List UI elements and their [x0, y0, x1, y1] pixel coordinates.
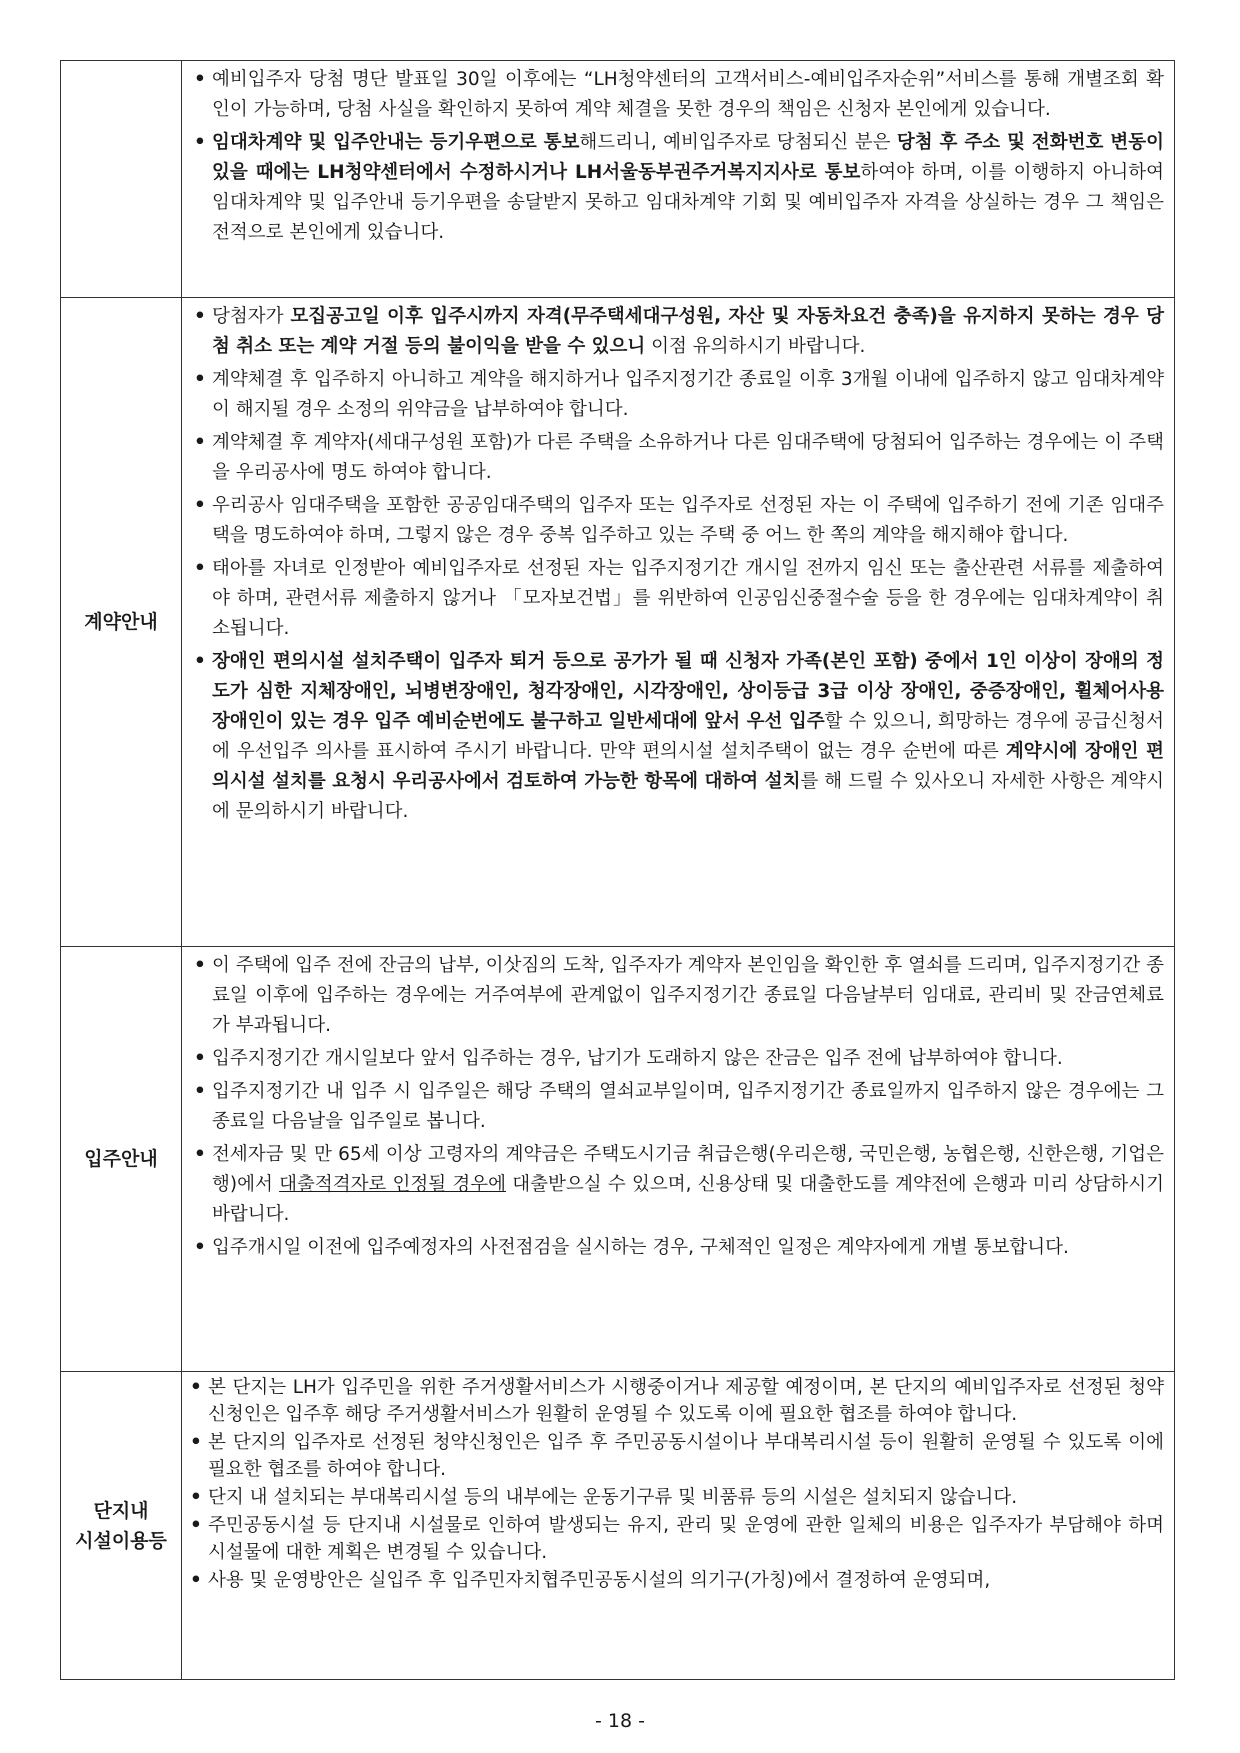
- bullet-text: 전세자금 및 만 65세 이상 고령자의 계약금은 주택도시기금 취급은행(우리은행, 국민은행, 농협은행, 신한은행, 기업은행)에서: [212, 1144, 1164, 1195]
- bullet-text: 계약체결 후 계약자(세대구성원 포함)가 다른 주택을 소유하거나 다른 임대주택에 당첨되어 입주하는 경우에는 이 주택을 우리공사에 명도 하여야 합니다.: [212, 432, 1164, 483]
- bullet-text: 본 단지는 LH가 입주민을 위한 주거생활서비스가 시행중이거나 제공할 예정이며, 본 단지의 예비입주자로 선정된 청약신청인은 입주후 해당 주거생활서비스가 원활히 운영될 수 있도록 이에 필요한 협조를 하여야 합니다.: [208, 1377, 1164, 1425]
- bullet-item: [190, 491, 1164, 551]
- bullet-text: 예비입주자 당첨 명단 발표일 30일 이후에는 “LH청약센터의 고객서비스-예비입주자순위”서비스를 통해 개별조회 확인이 가능하며, 당첨 사실을 확인하지 못하여 계약 체결을 못한 경우의 책임은 신청자 본인에게 있습니다.: [212, 69, 1164, 120]
- bullet-item: [190, 647, 1164, 827]
- bullet-item: [190, 1567, 1164, 1594]
- bullet-text: 계약체결 후 입주하지 아니하고 계약을 해지하거나 입주지정기간 종료일 이후 3개월 이내에 입주하지 않고 임대차계약이 해지될 경우 소정의 위약금을 납부하여야 합니다.: [212, 369, 1164, 420]
- bullet-item: [190, 554, 1164, 644]
- bullet-text: 장애인 편의시설 설치주택이 입주자 퇴거 등으로 공가가 될 때 신청자 가족(본인 포함) 중에서 1인 이상이 장애의 정도가 심한 지체장애인, 뇌병변장애인, 청각장애인, 시각장애인, 상이등급 3급 이상 장애인, 중증장애인, 휠체어사용 장애인이 있는 경우 입주 예비순번에도 불구하고 일반세대에 앞서 우선 입주: [212, 651, 1164, 732]
- section-row: [61, 298, 1175, 947]
- section-row: [61, 947, 1175, 1372]
- section-content: [182, 61, 1175, 298]
- bullet-text: 당첨자가: [212, 306, 291, 327]
- bullet-text: 사용 및 운영방안은 실입주 후 입주민자치협주민공동시설의 의기구(가칭)에서 결정하여 운영되며,: [208, 1570, 991, 1591]
- bullet-text: 를 해 드릴 수 있사오니 자세한 사항은 계약시에 문의하시기 바랍니다.: [212, 771, 1164, 822]
- section-label: [61, 61, 182, 298]
- page-number: - 18 -: [595, 1710, 645, 1732]
- bullet-item: [190, 128, 1164, 248]
- bullet-item: [190, 1233, 1164, 1263]
- bullet-text: 태아를 자녀로 인정받아 예비입주자로 선정된 자는 입주지정기간 개시일 전까지 임신 또는 출산관련 서류를 제출하여야 하며, 관련서류 제출하지 않거나 「모자보건법」를 위반하여 인공임신중절수술 등을 한 경우에는 임대차계약이 취소됩니다.: [212, 558, 1164, 639]
- section-content: [182, 1372, 1175, 1680]
- bullet-text: 임대차계약 및 입주안내는 등기우편으로 통보: [212, 132, 580, 153]
- bullet-item: [190, 1044, 1164, 1074]
- notice-table: [60, 60, 1175, 1680]
- section-content: [182, 947, 1175, 1372]
- section-row: [61, 61, 1175, 298]
- bullet-item: [190, 65, 1164, 125]
- section-content: [182, 298, 1175, 947]
- bullet-text: 입주개시일 이전에 입주예정자의 사전점검을 실시하는 경우, 구체적인 일정은 계약자에게 개별 통보합니다.: [212, 1237, 1069, 1258]
- bullet-text: 우리공사 임대주택을 포함한 공공임대주택의 입주자 또는 입주자로 선정된 자는 이 주택에 입주하기 전에 기존 임대주택을 명도하여야 하며, 그렇지 않은 경우 중복 입주하고 있는 주택 중 어느 한 쪽의 계약을 해지해야 합니다.: [212, 495, 1164, 546]
- bullet-item: [190, 1140, 1164, 1230]
- bullet-text: 주민공동시설 등 단지내 시설물로 인하여 발생되는 유지, 관리 및 운영에 관한 일체의 비용은 입주자가 부담해야 하며 시설물에 대한 계획은 변경될 수 있습니다.: [208, 1515, 1165, 1563]
- bullet-item: [190, 428, 1164, 488]
- bullet-text: 모집공고일 이후 입주시까지 자격(무주택세대구성원, 자산 및 자동차요건 충족)을 유지하지 못하는 경우 당첨 취소 또는 계약 거절 등의 불이익을 받을 수 있으니: [212, 306, 1164, 357]
- bullet-text: 이점 유의하시기 바랍니다.: [645, 336, 866, 357]
- section-row: [61, 1372, 1175, 1680]
- bullet-item: [190, 1512, 1164, 1566]
- bullet-text: 입주지정기간 내 입주 시 입주일은 해당 주택의 열쇠교부일이며, 입주지정기간 종료일까지 입주하지 않은 경우에는 그 종료일 다음날을 입주일로 봅니다.: [212, 1081, 1164, 1132]
- bullet-text: 당첨 후 주소 및 전화번호 변동이 있을 때에는 LH청약센터에서 수정하시거나 LH서울동부권주거복지지사로 통보: [212, 132, 1164, 183]
- bullet-item: [190, 1429, 1164, 1483]
- bullet-text: 할 수 있으니, 희망하는 경우에 공급신청서에 우선입주 의사를 표시하여 주시기 바랍니다. 만약 편의시설 설치주택이 없는 경우 순번에 따른: [212, 711, 1164, 762]
- bullet-text: 해드리니, 예비입주자로 당첨되신 분은: [579, 132, 897, 153]
- bullet-item: [190, 365, 1164, 425]
- bullet-text: 계약시에 장애인 편의시설 설치를 요청시 우리공사에서 검토하여 가능한 항목에 대하여 설치: [212, 741, 1164, 792]
- bullet-text: 본 단지의 입주자로 선정된 청약신청인은 입주 후 주민공동시설이나 부대복리시설 등이 원활히 운영될 수 있도록 이에 필요한 협조를 하여야 합니다.: [208, 1432, 1164, 1480]
- bullet-item: [190, 1077, 1164, 1137]
- bullet-text: 이 주택에 입주 전에 잔금의 납부, 이삿짐의 도착, 입주자가 계약자 본인임을 확인한 후 열쇠를 드리며, 입주지정기간 종료일 이후에 입주하는 경우에는 거주여부에 관계없이 입주지정기간 종료일 다음날부터 임대료, 관리비 및 잔금연체료가 부과됩니다.: [212, 955, 1164, 1036]
- section-label: 입주안내: [61, 947, 182, 1372]
- section-label: 계약안내: [61, 298, 182, 947]
- bullet-item: [190, 1374, 1164, 1428]
- bullet-text: 하여야 하며, 이를 이행하지 아니하여 임대차계약 및 입주안내 등기우편을 송달받지 못하고 임대차계약 기회 및 예비입주자 자격을 상실하는 경우 그 책임은 전적으로 본인에게 있습니다.: [212, 162, 1164, 243]
- bullet-item: [190, 1484, 1164, 1511]
- bullet-text: 대출받으실 수 있으며, 신용상태 및 대출한도를 계약전에 은행과 미리 상담하시기 바랍니다.: [212, 1174, 1165, 1225]
- section-label: 단지내 시설이용등: [61, 1372, 182, 1680]
- bullet-text: 대출적격자로 인정될 경우에: [279, 1174, 507, 1195]
- bullet-text: 단지 내 설치되는 부대복리시설 등의 내부에는 운동기구류 및 비품류 등의 시설은 설치되지 않습니다.: [208, 1487, 1018, 1508]
- bullet-item: [190, 302, 1164, 362]
- bullet-text: 입주지정기간 개시일보다 앞서 입주하는 경우, 납기가 도래하지 않은 잔금은 입주 전에 납부하여야 합니다.: [212, 1048, 1063, 1069]
- bullet-item: [190, 951, 1164, 1041]
